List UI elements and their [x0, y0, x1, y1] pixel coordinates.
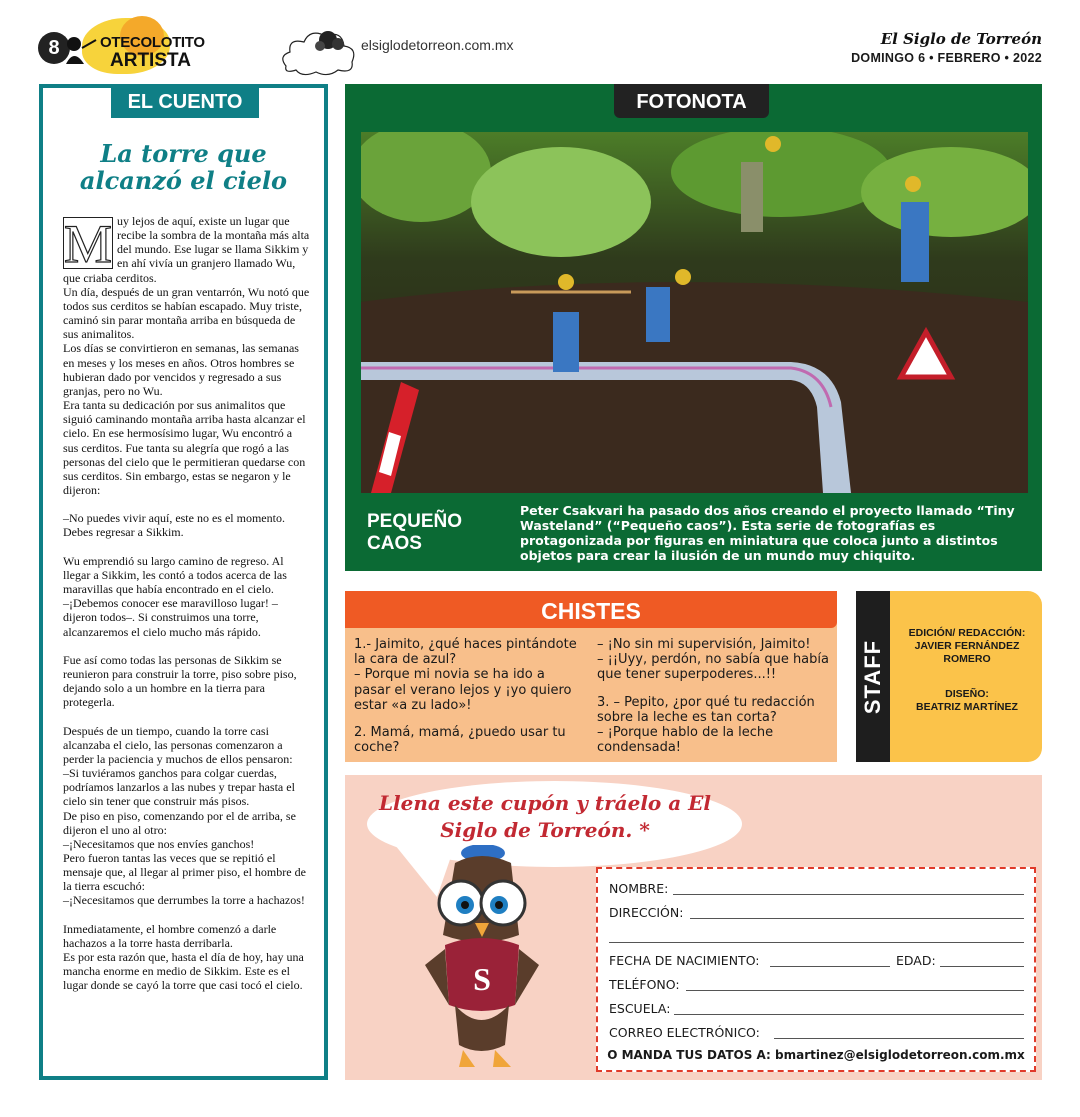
story-paragraph: –¡Necesitamos que derrumbes la torre a hachazos!: [63, 893, 305, 908]
school-input-line[interactable]: [674, 1014, 1024, 1015]
jokes-column-2: [597, 637, 829, 755]
story-paragraph: Es por esta razón que, hasta el día de hoy, hay una mancha enorme en medio de Sikkim. Este es el lugar donde se cayó la torre que casi tocó el cielo.: [63, 950, 304, 993]
story-paragraph: –¡Debemos conocer ese maravilloso lugar! –dijeron todos–. Si construimos una torre, alcanzaremos el cielo mucho más rápido.: [63, 596, 278, 639]
story-title: La torre que alcanzó el cielo: [79, 139, 288, 195]
address-input-line[interactable]: [690, 918, 1024, 919]
joke-line: – ¡¡Uyy, perdón, no sabía que había que tener superpoderes...!!: [597, 652, 829, 683]
coupon-email-instructions: O MANDA TUS DATOS A: bmartinez@elsiglodetorreon.com.mx: [607, 1048, 1025, 1062]
jokes-panel: [345, 591, 837, 762]
paragraph-gap: [63, 639, 310, 653]
coupon-panel: [345, 775, 1042, 1080]
fotonota-subtitle: PEQUEÑO CAOS: [367, 511, 463, 554]
joke-line: – Porque mi novia se ha ido a pasar el verano lejos y ¡yo quiero estar «a zu lado»!: [354, 667, 572, 713]
staff-credits: [896, 627, 1038, 714]
paragraph-gap: [63, 540, 310, 554]
name-field-label: NOMBRE:: [609, 881, 669, 896]
joke-line: 2. Mamá, mamá, ¿puedo usar tu coche?: [354, 725, 566, 756]
cloud-scribble-icon: [278, 26, 358, 78]
joke-gap: [354, 713, 579, 725]
phone-field-label: TELÉFONO:: [609, 977, 680, 992]
staff-name-design: BEATRIZ MARTÍNEZ: [916, 701, 1018, 713]
birthdate-field-label: FECHA DE NACIMIENTO:: [609, 953, 760, 968]
story-paragraph: Wu emprendió su largo camino de regreso. Al llegar a Sikkim, les contó a todos acerca de las maravillas que había encontrado en el cielo.: [63, 553, 287, 597]
coupon-form: [596, 867, 1036, 1072]
age-input-line[interactable]: [940, 966, 1024, 967]
staff-panel: [856, 591, 1042, 762]
site-url[interactable]: elsiglodetorreon.com.mx: [361, 37, 514, 53]
story-paragraph: De piso en piso, comenzando por el de arriba, se dijeron el uno al otro:: [63, 808, 296, 837]
story-paragraph: –No puedes vivir aquí, este no es el momento. Debes regresar a Sikkim.: [63, 511, 285, 540]
story-body: [63, 214, 310, 993]
staff-name-editing: JAVIER FERNÁNDEZ ROMERO: [914, 640, 1020, 665]
story-paragraph: Fue así como todas las personas de Sikkim se reunieron para construir la torre, piso sobre piso, dejando solo a un hombre en la tierra para protegerla.: [63, 652, 297, 710]
joke-gap: [597, 683, 829, 695]
story-paragraph: Un día, después de un gran ventarrón, Wu notó que todos sus cerditos se habían escapado. Muy triste, caminó sin parar montaña arriba en búsqueda de sus animalitos.: [63, 284, 310, 342]
page-number: 8: [38, 32, 70, 64]
story-section-tag: EL CUENTO: [111, 86, 259, 118]
paragraph-gap: [63, 709, 310, 723]
school-field-label: ESCUELA:: [609, 1001, 671, 1016]
newspaper-masthead: El Siglo de Torreón: [880, 30, 1042, 48]
staff-role-editing: EDICIÓN/ REDACCIÓN:: [908, 627, 1026, 639]
joke-line: 1.- Jaimito, ¿qué haces pintándote la cara de azul?: [354, 637, 577, 668]
section-title-bottom: ARTISTA: [110, 50, 191, 71]
section-title-top: OTECOLOTITO: [100, 34, 205, 51]
drop-cap: M: [64, 214, 113, 274]
story-paragraph: Los días se convirtieron en semanas, las semanas en meses y los meses en años. Otros hombres se hubieran dado por vencidos y regresado a sus granjas, pero no Wu.: [63, 341, 299, 398]
story-paragraph: –¡Necesitamos que nos envíes ganchos!: [63, 836, 255, 851]
jokes-title: CHISTES: [345, 591, 837, 628]
owl-mascot-icon: [415, 845, 545, 1070]
staff-role-design: DISEÑO:: [945, 688, 989, 700]
story-paragraph: Inmediatamente, el hombre comenzó a darle hachazos a la torre hasta derribarla.: [63, 921, 277, 950]
address-field-label: DIRECCIÓN:: [609, 905, 684, 920]
age-field-label: EDAD:: [896, 953, 936, 968]
email-field-label: CORREO ELECTRÓNICO:: [609, 1025, 760, 1040]
story-paragraphs: [63, 285, 310, 993]
issue-date: DOMINGO 6 • FEBRERO • 2022: [851, 51, 1042, 65]
owl-shirt-letter: S: [473, 961, 491, 997]
email-input-line[interactable]: [774, 1038, 1024, 1039]
staff-label: STAFF: [860, 639, 885, 714]
address-input-line-2[interactable]: [609, 942, 1024, 943]
fotonota-caption: Peter Csakvari ha pasado dos años creando el proyecto llamado “Tiny Wasteland” (“Pequeño caos”). Esta serie de fotografías es protagonizada por figuras en miniatura que coloca junto a distintos objetos para crear la ilusión de un mundo muy chiquito.: [520, 503, 1015, 563]
fotonota-tag: FOTONOTA: [614, 84, 769, 118]
joke-line: 3. – Pepito, ¿por qué tu redacción sobre la leche es tan corta?: [597, 694, 815, 725]
coupon-title: Llena este cupón y tráelo a El Siglo de Torreón. *: [378, 791, 711, 842]
story-paragraph: Después de un tiempo, cuando la torre casi alcanzaba el cielo, las personas comenzaron a perder la paciencia y muchos de ellos pensaron:: [63, 723, 293, 766]
paragraph-gap: [63, 497, 310, 511]
story-first-paragraph: uy lejos de aquí, existe un lugar que recibe la sombra de la montaña más alta del mundo. Ese lugar se llama Sikkim y en ahí vivía un granjero llamado Wu, que criaba cerditos.: [63, 214, 310, 285]
paragraph-gap: [63, 908, 310, 922]
joke-line: – ¡Porque hablo de la leche condensada!: [597, 725, 774, 756]
kid-drawing-icon: [60, 34, 100, 68]
staff-label-bar: [856, 591, 890, 762]
fotonota-panel: [345, 84, 1042, 571]
joke-line: – ¡No sin mi supervisión, Jaimito!: [597, 637, 811, 652]
story-paragraph: –Si tuviéramos ganchos para colgar cuerdas, podríamos lanzarlos a las nubes y trepar hasta el cielo sin tener que construir más pisos.: [63, 766, 295, 809]
story-paragraph: Pero fueron tantas las veces que se repitió el mensaje que, al llegar al primer piso, el hombre de la tierra escuchó:: [63, 850, 306, 894]
miniature-workers-photo: [361, 132, 1028, 493]
jokes-column-1: [354, 637, 579, 755]
name-input-line[interactable]: [673, 894, 1024, 895]
phone-input-line[interactable]: [686, 990, 1024, 991]
story-paragraph: Era tanta su dedicación por sus animalitos que siguió caminando montaña arriba hasta alcanzar el cielo. En ese hermosísimo lugar, Wu encontró a sus cerditos. Fue tanta su alegría que rogó a las personas del cielo que le permitieran quedarse con sus cerditos. Sin embargo, estas se negaron y le dijeron:: [63, 398, 306, 497]
story-panel: [39, 84, 328, 1080]
birthdate-input-line[interactable]: [770, 966, 890, 967]
